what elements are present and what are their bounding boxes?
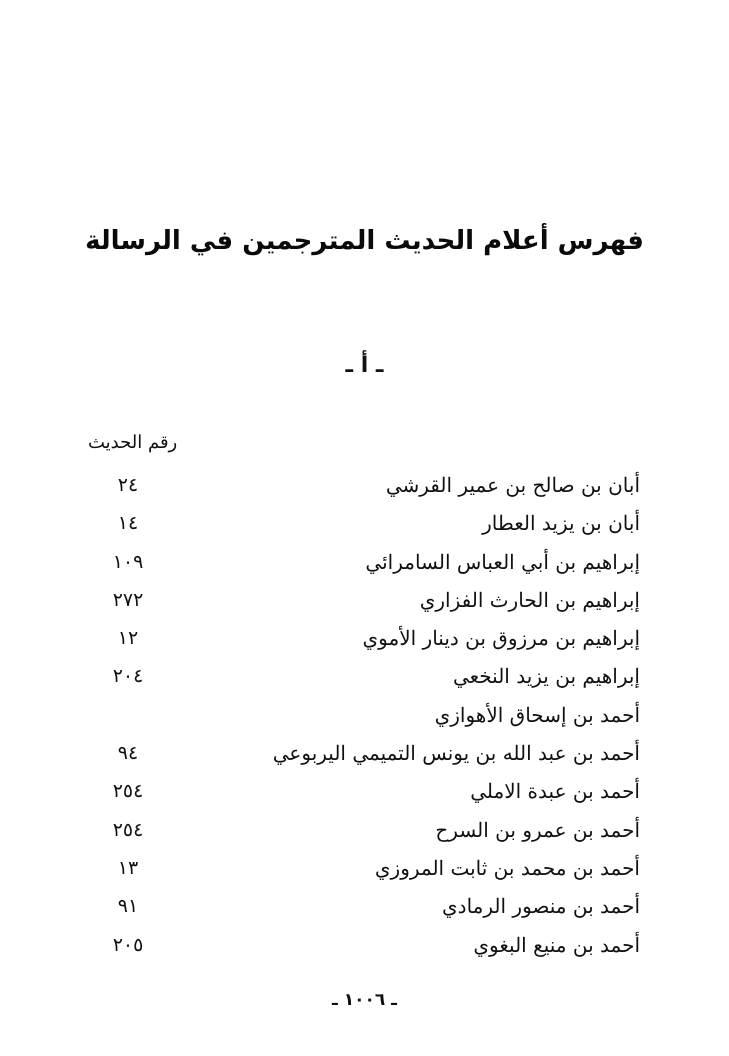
entry-hadith-number: ٢٧٢ (112, 588, 144, 611)
entry-name: أبان بن صالح بن عمير القرشي (385, 473, 640, 497)
entry-name: أحمد بن منصور الرمادي (442, 894, 640, 919)
entry-hadith-number: ٩٤ (117, 742, 139, 765)
page-title: فهرس أعلام الحديث المترجمين في الرسالة (85, 226, 644, 256)
index-entry (88, 547, 640, 585)
index-entry (88, 738, 640, 776)
index-entry (88, 776, 640, 814)
column-header-hadith-number: رقم الحديث (88, 432, 178, 453)
entry-hadith-number: ١٠٩ (112, 550, 144, 573)
entry-hadith-number: ٢٤ (117, 474, 139, 496)
entry-hadith-number: ١٢ (117, 627, 139, 650)
index-entry (88, 623, 640, 661)
page-number: ـ ١٠٠٦ ـ (332, 990, 397, 1010)
entry-hadith-number: ٩١ (117, 895, 139, 918)
section-letter-heading: ـ أ ـ (345, 353, 384, 378)
index-entry (88, 891, 640, 929)
index-entry (88, 815, 640, 853)
index-list (88, 470, 640, 968)
entry-name: أبان بن يزيد العطار (482, 511, 640, 536)
entry-hadith-number: ٢٥٤ (112, 780, 144, 803)
entry-hadith-number: ٢٠٤ (112, 665, 144, 688)
index-entry (88, 930, 640, 968)
entry-name: أحمد بن عمرو بن السرح (435, 817, 640, 842)
entry-name: أحمد بن منيع البغوي (473, 932, 640, 957)
index-entry (88, 661, 640, 699)
entry-hadith-number: ١٤ (117, 512, 139, 535)
entry-name: إبراهيم بن يزيد النخعي (452, 664, 640, 689)
index-entry (88, 585, 640, 623)
entry-hadith-number: ٢٠٥ (112, 933, 144, 956)
index-entry (88, 508, 640, 546)
entry-name: إبراهيم بن الحارث الفزاري (419, 587, 640, 612)
entry-name: إبراهيم بن أبي العباس السامرائي (365, 549, 640, 574)
entry-name: أحمد بن إسحاق الأهوازي (434, 702, 640, 727)
entry-name: أحمد بن عبدة الاملي (470, 779, 640, 804)
index-entry (88, 700, 640, 738)
entry-name: أحمد بن عبد الله بن يونس التميمي اليربوعي (272, 741, 640, 766)
index-entry (88, 470, 640, 508)
entry-name: أحمد بن محمد بن ثابت المروزي (374, 855, 640, 880)
index-entry (88, 853, 640, 891)
entry-hadith-number: ٢٥٤ (112, 818, 144, 841)
entry-hadith-number: ١٣ (117, 856, 139, 879)
entry-name: إبراهيم بن مرزوق بن دينار الأموي (362, 626, 640, 651)
